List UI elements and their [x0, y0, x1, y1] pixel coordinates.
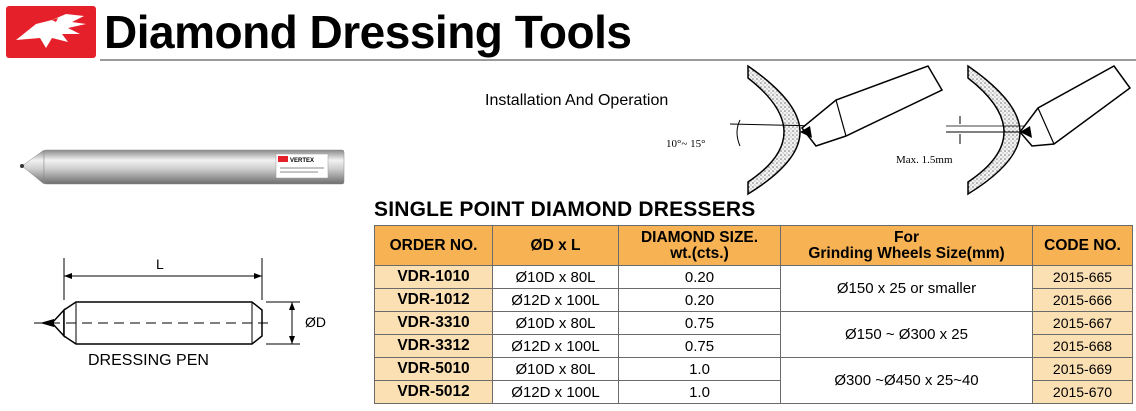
grinding-size-cell: Ø300 ~Ø450 x 25~40 [781, 358, 1033, 404]
dimension-cell: Ø10D x 80L [493, 266, 619, 289]
dimension-cell: Ø10D x 80L [493, 312, 619, 335]
diamond-size-cell: 1.0 [619, 358, 781, 381]
table-title: SINGLE POINT DIAMOND DRESSERS [374, 198, 756, 221]
order-no-cell: VDR-3312 [375, 335, 493, 358]
order-no-cell: VDR-5010 [375, 358, 493, 381]
code-no-cell: 2015-666 [1033, 289, 1133, 312]
table-row [375, 312, 1133, 335]
diameter-label: ØD [305, 314, 326, 330]
order-no-cell: VDR-1010 [375, 266, 493, 289]
code-no-cell: 2015-665 [1033, 266, 1133, 289]
header-order-no: ORDER NO. [375, 226, 493, 266]
header-grinding-line2: Grinding Wheels Size(mm) [808, 244, 1005, 262]
diamond-size-cell: 0.20 [619, 289, 781, 312]
header-grinding-line1: For [894, 229, 919, 246]
code-no-cell: 2015-669 [1033, 358, 1133, 381]
title-divider [100, 59, 1136, 61]
dressing-pen-drawing [30, 248, 350, 378]
product-photo [0, 128, 360, 198]
order-no-cell: VDR-1012 [375, 289, 493, 312]
dimension-cell: Ø12D x 100L [493, 289, 619, 312]
diamond-size-cell: 1.0 [619, 381, 781, 404]
grinding-size-cell: Ø150 x 25 or smaller [781, 266, 1033, 312]
installation-label: Installation And Operation [485, 92, 669, 109]
order-no-cell: VDR-5012 [375, 381, 493, 404]
header-code-no: CODE NO. [1033, 226, 1133, 266]
dimension-cell: Ø10D x 80L [493, 358, 619, 381]
length-label: L [156, 256, 164, 272]
svg-text:VERTEX: VERTEX [290, 158, 315, 164]
diamond-size-cell: 0.75 [619, 312, 781, 335]
dressing-pen-caption: DRESSING PEN [88, 352, 209, 369]
diamond-size-cell: 0.20 [619, 266, 781, 289]
table-row [375, 358, 1133, 381]
brand-logo [6, 6, 96, 58]
header-diamond-size-line1: DIAMOND SIZE. [640, 229, 759, 246]
diamond-size-cell: 0.75 [619, 335, 781, 358]
header-diamond-size-line2: wt.(cts.) [670, 244, 729, 262]
code-no-cell: 2015-668 [1033, 335, 1133, 358]
dimension-cell: Ø12D x 100L [493, 335, 619, 358]
table-row [375, 266, 1133, 289]
order-no-cell: VDR-3310 [375, 312, 493, 335]
spec-table [374, 225, 1133, 404]
header-dimension: ØD x L [493, 226, 619, 266]
dimension-cell: Ø12D x 100L [493, 381, 619, 404]
installation-diagram [660, 62, 1136, 196]
page-title: Diamond Dressing Tools [104, 6, 632, 58]
grinding-size-cell: Ø150 ~ Ø300 x 25 [781, 312, 1033, 358]
max-offset-label: Max. 1.5mm [896, 154, 953, 166]
header-diamond-size [619, 226, 781, 266]
code-no-cell: 2015-667 [1033, 312, 1133, 335]
angle-label: 10°~ 15° [666, 138, 706, 150]
header-grinding-wheels [781, 226, 1033, 266]
table-header-row [375, 226, 1133, 266]
code-no-cell: 2015-670 [1033, 381, 1133, 404]
